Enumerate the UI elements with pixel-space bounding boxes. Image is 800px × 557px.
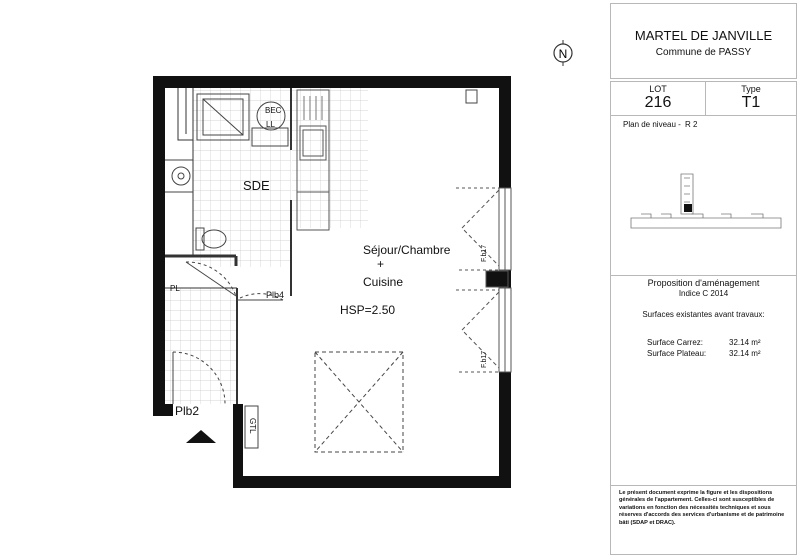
entry-arrow-icon bbox=[186, 430, 216, 443]
bec-label: BEC bbox=[265, 106, 282, 115]
lot-box bbox=[610, 81, 706, 117]
type-value: T1 bbox=[741, 94, 761, 111]
plus-label: + bbox=[377, 257, 385, 271]
hsp-label: HSP=2.50 bbox=[340, 303, 396, 317]
fb17-top-label: F.b17 bbox=[481, 244, 488, 262]
hatch bbox=[315, 352, 403, 452]
level-value: R 2 bbox=[685, 120, 698, 129]
surfaces-heading: Surfaces existantes avant travaux: bbox=[642, 310, 765, 319]
gtl-label: GTL bbox=[248, 418, 257, 434]
disclaimer-box bbox=[610, 485, 797, 555]
key-plan-diagram bbox=[611, 116, 796, 276]
proposal-index: Indice C 2014 bbox=[678, 289, 729, 298]
disclaimer-text: Le présent document exprime la figure et les dispositions générales de l'appartement. Celles-ci sont susceptibles de variations en fonction des nécessités techniques et sous réserves d'accords des services d'urbanisme et de patrimoine bâti (SDAP et DRAC). bbox=[619, 490, 785, 526]
type-label: Type bbox=[741, 84, 761, 94]
tiled-floor-areas bbox=[165, 88, 368, 404]
surface-plateau-value: 32.14 m² bbox=[729, 349, 761, 358]
title-block bbox=[610, 3, 797, 79]
proposal-title: Proposition d'aménagement bbox=[647, 278, 760, 288]
lot-value: 216 bbox=[644, 94, 672, 111]
lot-location-marker bbox=[684, 204, 692, 212]
sde-label: SDE bbox=[243, 178, 270, 193]
windows bbox=[456, 188, 511, 372]
pl-label: PL bbox=[170, 284, 180, 293]
sejour-label: Séjour/Chambre bbox=[363, 243, 451, 257]
surface-plateau-label: Surface Plateau: bbox=[647, 349, 707, 358]
surface-carrez-label: Surface Carrez: bbox=[647, 338, 704, 347]
project-name: MARTEL DE JANVILLE bbox=[634, 28, 773, 43]
north-label: N bbox=[558, 47, 568, 61]
level-label: Plan de niveau - bbox=[623, 120, 681, 129]
ll-label: LL bbox=[266, 120, 275, 129]
north-compass-icon bbox=[554, 40, 572, 66]
column-marker bbox=[466, 90, 477, 103]
surface-carrez-value: 32.14 m² bbox=[729, 338, 761, 347]
type-box bbox=[705, 81, 797, 117]
surfaces-box bbox=[610, 275, 797, 487]
key-plan-box bbox=[610, 115, 797, 277]
lot-label: LOT bbox=[649, 84, 667, 94]
plb2-label: Plb2 bbox=[175, 404, 200, 418]
plb4-label: Plb4 bbox=[266, 290, 285, 300]
cuisine-label: Cuisine bbox=[363, 275, 404, 289]
fb17-bottom-label: F.b17 bbox=[481, 350, 488, 368]
commune-name: Commune de PASSY bbox=[655, 47, 752, 58]
